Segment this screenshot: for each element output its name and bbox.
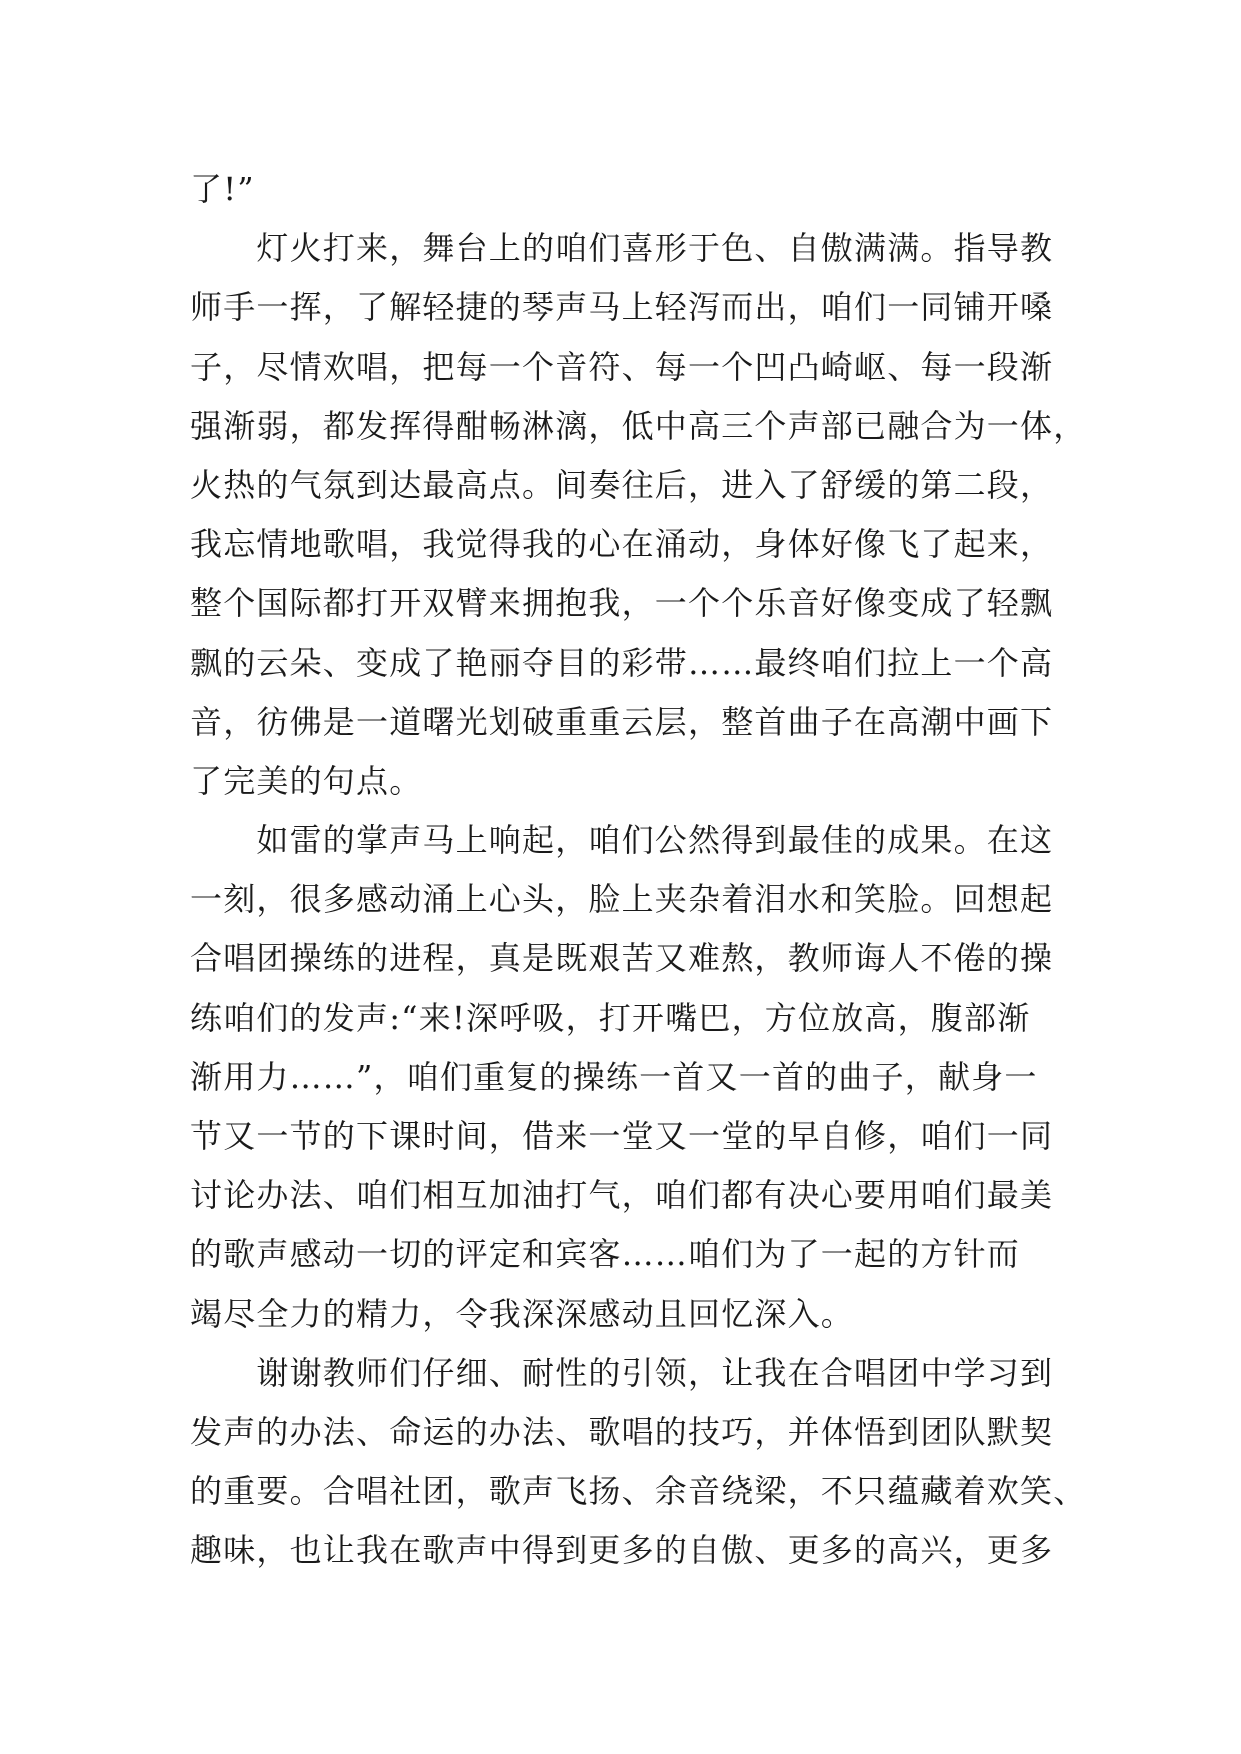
text-line: 了完美的句点。 (190, 761, 423, 800)
text-line: 如雷的掌声马上响起，咱们公然得到最佳的成果。在这 (190, 821, 1054, 860)
text-line: 火热的气氛到达最高点。间奏往后，进入了舒缓的第二段， (190, 465, 1054, 504)
text-line: 渐用力……”，咱们重复的操练一首又一首的曲子，献身一 (190, 1057, 1038, 1096)
text-line: 合唱团操练的进程，真是既艰苦又难熬，教师诲人不倦的操 (190, 939, 1054, 978)
text-line: 了!” (190, 170, 255, 208)
body-text (190, 160, 1087, 1581)
text-line: 子，尽情欢唱，把每一个音符、每一个凹凸崎岖、每一段渐 (190, 347, 1054, 386)
text-line: 趣味，也让我在歌声中得到更多的自傲、更多的高兴，更多 (190, 1531, 1054, 1570)
text-line: 讨论办法、咱们相互加油打气，咱们都有决心要用咱们最美 (190, 1176, 1054, 1215)
text-line: 师手一挥，了解轻捷的琴声马上轻泻而出，咱们一同铺开嗓 (190, 288, 1054, 327)
text-line: 音，彷佛是一道曙光划破重重云层，整首曲子在高潮中画下 (190, 702, 1054, 741)
text-line: 节又一节的下课时间，借来一堂又一堂的早自修，咱们一同 (190, 1117, 1054, 1155)
text-line: 发声的办法、命运的办法、歌唱的技巧，并体悟到团队默契 (190, 1412, 1054, 1451)
text-line: 我忘情地歌唱，我觉得我的心在涌动，身体好像飞了起来， (190, 525, 1054, 564)
text-line: 飘的云朵、变成了艳丽夺目的彩带……最终咱们拉上一个高 (190, 643, 1054, 682)
text-line: 的歌声感动一切的评定和宾客……咱们为了一起的方针而 (190, 1235, 1021, 1274)
text-line: 整个国际都打开双臂来拥抱我，一个个乐音好像变成了轻飘 (190, 584, 1054, 623)
text-line: 竭尽全力的精力，令我深深感动且回忆深入。 (190, 1294, 855, 1333)
text-line: 灯火打来，舞台上的咱们喜形于色、自傲满满。指导教 (190, 229, 1054, 268)
text-line: 一刻，很多感动涌上心头，脸上夹杂着泪水和笑脸。回想起 (190, 880, 1054, 919)
text-line: 谢谢教师们仔细、耐性的引领，让我在合唱团中学习到 (190, 1353, 1054, 1392)
text-line: 强渐弱，都发挥得酣畅淋漓，低中高三个声部已融合为一体， (190, 406, 1087, 445)
text-line: 的重要。合唱社团，歌声飞扬、余音绕梁，不只蕴藏着欢笑、 (190, 1472, 1087, 1511)
text-line: 练咱们的发声:“来!深呼吸，打开嘴巴，方位放高，腹部渐 (190, 998, 1031, 1037)
